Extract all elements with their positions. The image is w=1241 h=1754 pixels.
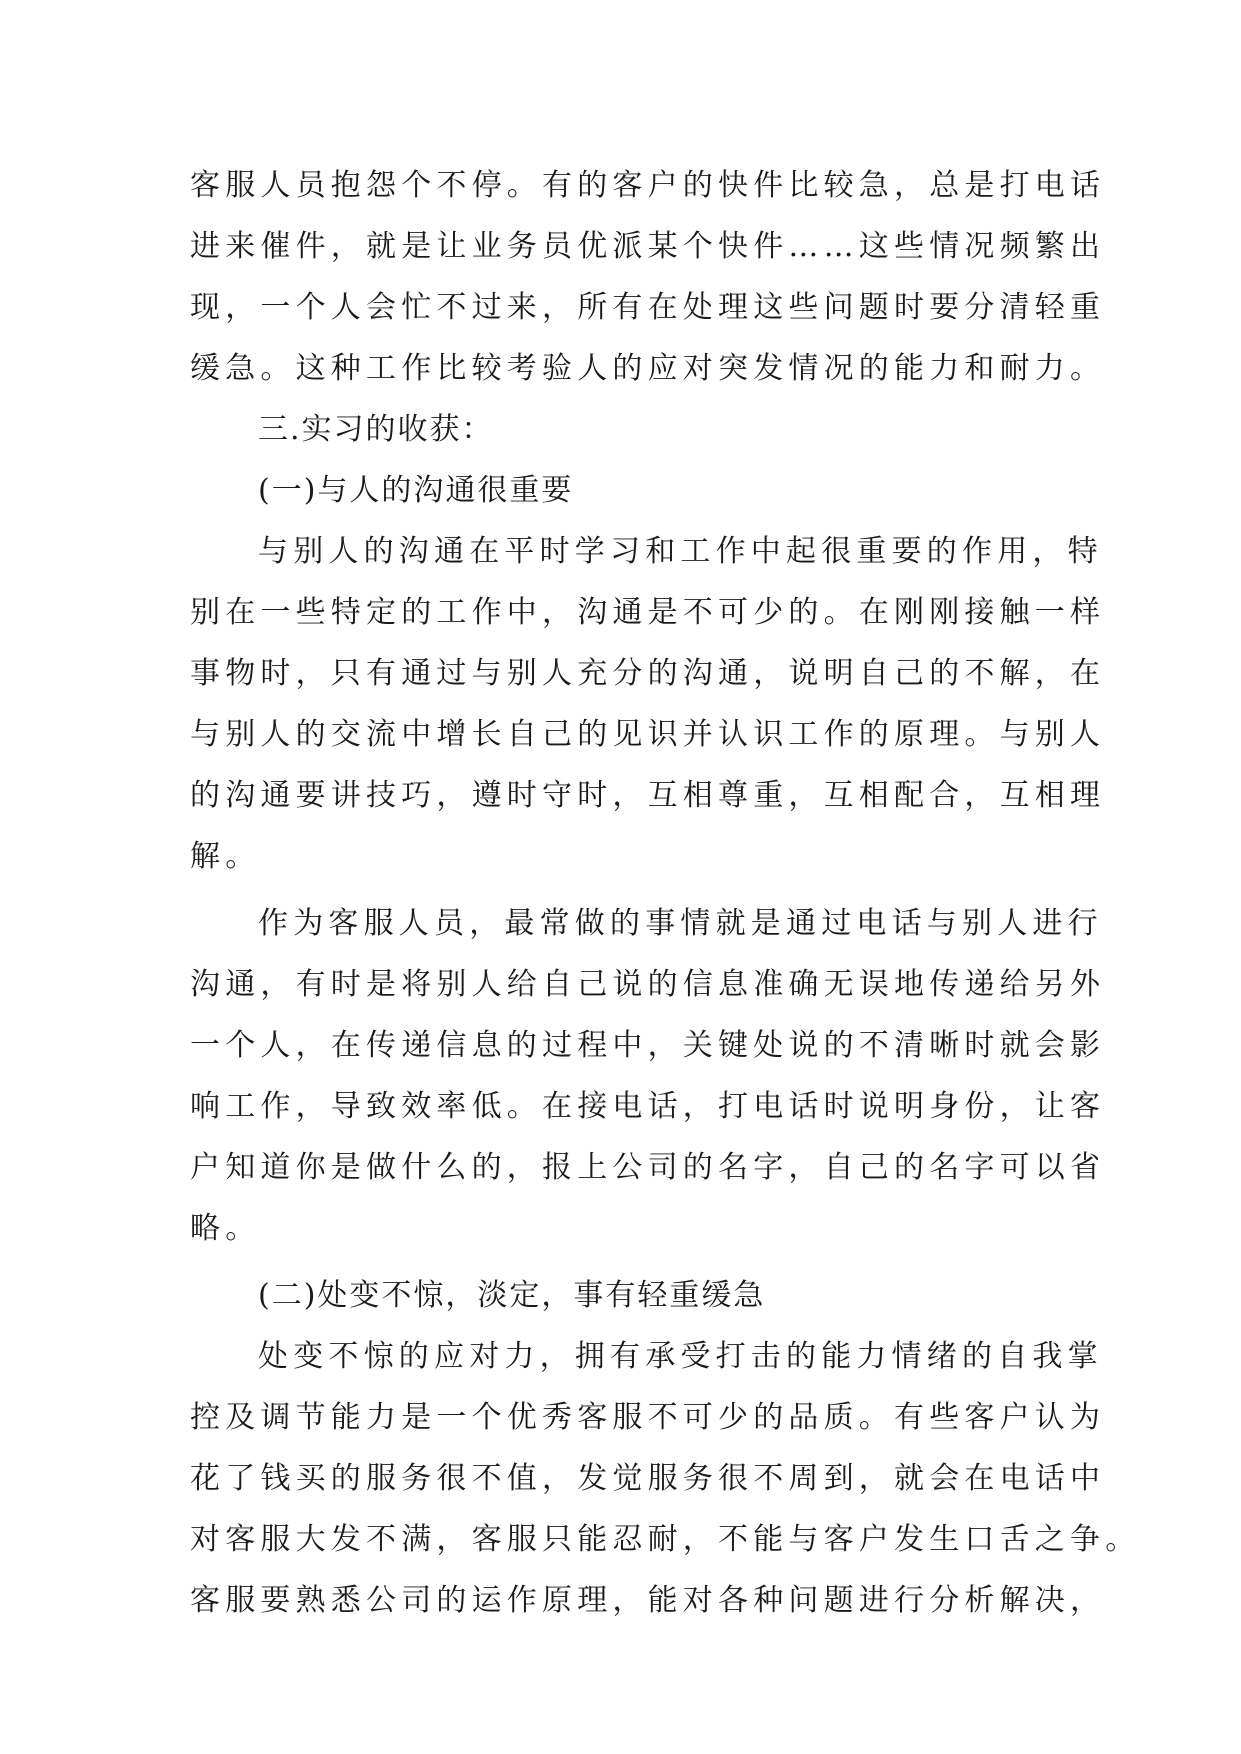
text-line: 与别人的交流中增长自己的见识并认识工作的原理。与别人: [190, 717, 1106, 752]
text-line: 事物时，只有通过与别人充分的沟通，说明自己的不解，在: [190, 656, 1106, 691]
text-line: 响工作，导致效率低。在接电话，打电话时说明身份，让客: [190, 1089, 1106, 1124]
text-line: 户知道你是做什么的，报上公司的名字，自己的名字可以省: [190, 1150, 1106, 1185]
text-line: 沟通，有时是将别人给自己说的信息准确无误地传递给另外: [190, 967, 1106, 1002]
subsection-heading: (二)处变不惊，淡定，事有轻重缓急: [258, 1278, 766, 1313]
text-line: 花了钱买的服务很不值，发觉服务很不周到，就会在电话中: [190, 1461, 1106, 1496]
paragraph-first-line: 作为客服人员，最常做的事情就是通过电话与别人进行: [258, 906, 1103, 941]
text-line: 进来催件，就是让业务员优派某个快件……这些情况频繁出: [190, 229, 1106, 264]
text-line: 现，一个人会忙不过来，所有在处理这些问题时要分清轻重: [190, 290, 1106, 325]
subsection-heading: (一)与人的沟通很重要: [258, 473, 574, 508]
text-line: 客服人员抱怨个不停。有的客户的快件比较急，总是打电话: [190, 168, 1106, 203]
text-line: 控及调节能力是一个优秀客服不可少的品质。有些客户认为: [190, 1400, 1106, 1435]
text-line: 解。: [190, 839, 261, 874]
paragraph-first-line: 处变不惊的应对力，拥有承受打击的能力情绪的自我掌: [258, 1339, 1103, 1374]
text-line: 一个人，在传递信息的过程中，关键处说的不清晰时就会影: [190, 1028, 1106, 1063]
section-heading: 三.实习的收获：: [258, 412, 494, 447]
text-line: 的沟通要讲技巧，遵时守时，互相尊重，互相配合，互相理: [190, 778, 1106, 813]
text-line: 客服要熟悉公司的运作原理，能对各种问题进行分析解决，: [190, 1583, 1106, 1618]
text-line: 缓急。这种工作比较考验人的应对突发情况的能力和耐力。: [190, 351, 1106, 386]
text-line: 对客服大发不满，客服只能忍耐，不能与客户发生口舌之争。: [190, 1522, 1141, 1557]
paragraph-first-line: 与别人的沟通在平时学习和工作中起很重要的作用，特: [258, 534, 1103, 569]
text-line: 略。: [190, 1211, 261, 1246]
document-body: [190, 155, 1141, 1631]
text-line: 别在一些特定的工作中，沟通是不可少的。在刚刚接触一样: [190, 595, 1106, 630]
